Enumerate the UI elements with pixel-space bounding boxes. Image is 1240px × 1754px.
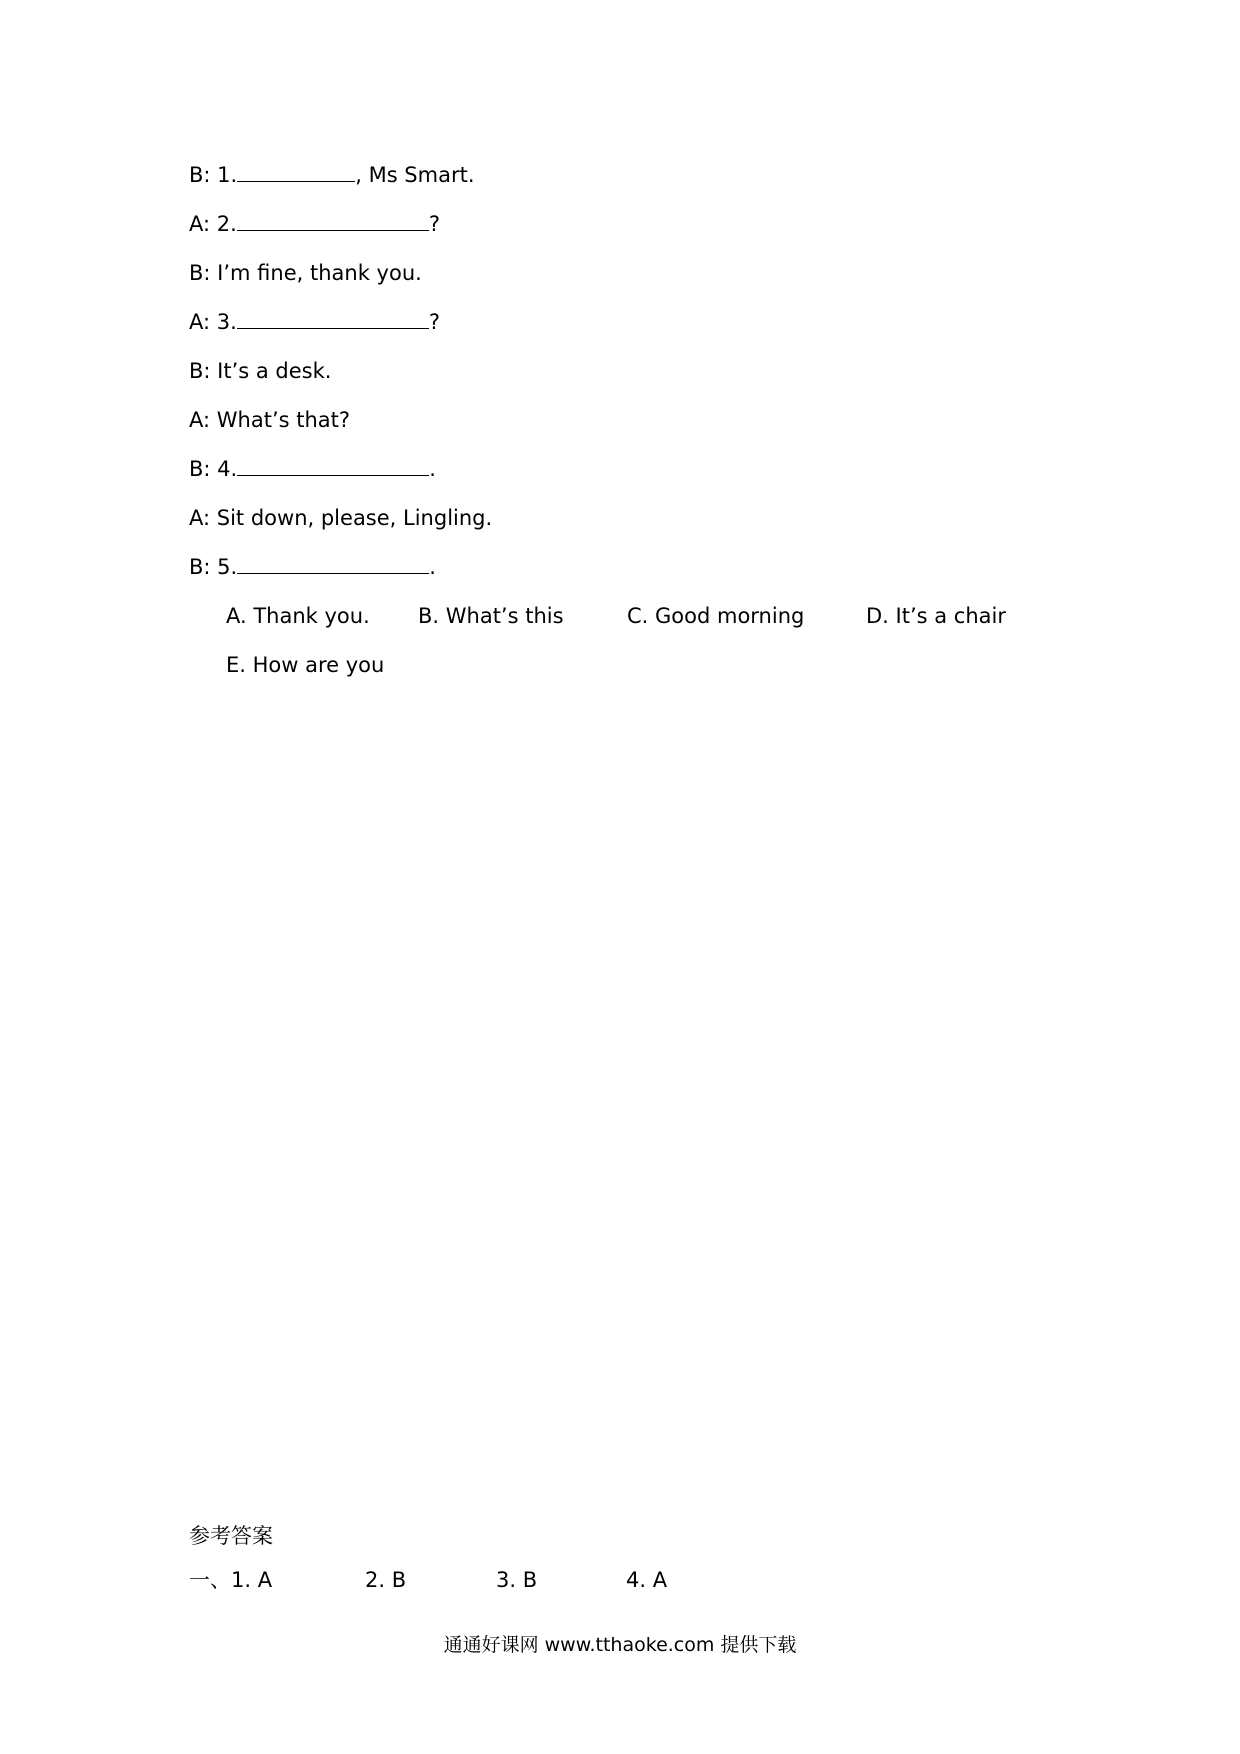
dialogue-line-9 [189,552,436,582]
line-tail: ? [428,212,440,236]
answer-blank[interactable] [237,553,429,574]
line-tail: ? [428,310,440,334]
answer-item-1: 1. A [231,1568,273,1592]
option-b: B. What’s this [418,604,564,628]
answers-title: 参考答案 [189,1524,273,1548]
option-a: A. Thank you. [226,604,370,628]
speaker: B: [189,457,211,481]
line-tail: , Ms Smart. [355,163,475,187]
line-text: It’s a desk. [217,359,332,383]
line-text: I’m fine, thank you. [217,261,422,285]
answer-blank[interactable] [237,161,355,182]
answer-item-4: 4. A [626,1568,668,1592]
answer-blank[interactable] [237,455,429,476]
item-number: 2. [216,212,237,236]
line-text: What’s that? [216,408,351,432]
speaker: B: [189,163,211,187]
answer-blank[interactable] [237,308,429,329]
speaker: B: [189,359,211,383]
speaker: A: [189,408,211,432]
line-tail: . [429,555,436,579]
item-number: 4. [217,457,238,481]
page-footer: 通通好课网 www.tthaoke.com 提供下载 [443,1634,797,1656]
option-d: D. It’s a chair [866,604,1006,628]
option-e: E. How are you [226,653,385,677]
speaker: B: [189,555,211,579]
option-c: C. Good morning [627,604,805,628]
line-tail: . [429,457,436,481]
answers-prefix: 一、 [189,1568,231,1592]
answer-blank[interactable] [237,210,429,231]
answer-item-3: 3. B [496,1568,538,1592]
dialogue-line-1 [189,160,475,190]
dialogue-line-5 [189,356,331,386]
dialogue-line-4 [189,307,440,337]
speaker: B: [189,261,211,285]
dialogue-line-6 [189,405,350,435]
item-number: 1. [217,163,238,187]
item-number: 3. [216,310,237,334]
speaker: A: [189,212,211,236]
speaker: A: [189,310,211,334]
dialogue-line-7 [189,454,436,484]
item-number: 5. [217,555,238,579]
dialogue-line-8 [189,503,492,533]
line-text: Sit down, please, Lingling. [216,506,493,530]
speaker: A: [189,506,211,530]
dialogue-line-3 [189,258,422,288]
answer-item-2: 2. B [365,1568,407,1592]
dialogue-line-2 [189,209,440,239]
